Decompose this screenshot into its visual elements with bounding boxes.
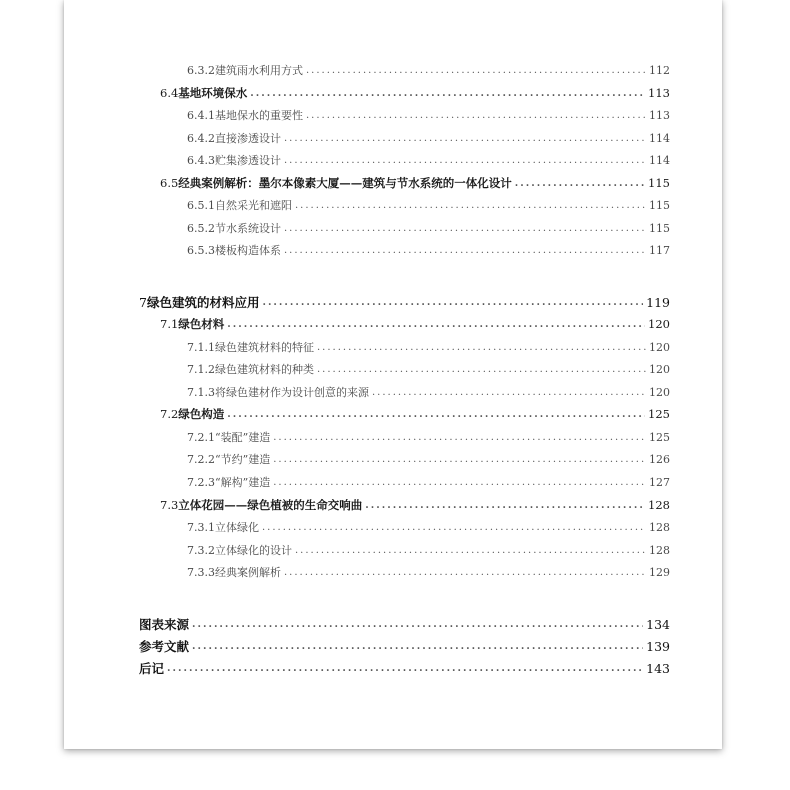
toc-dot-leader (515, 179, 645, 192)
toc-page-number: 125 (648, 407, 670, 421)
toc-dot-leader (306, 111, 646, 124)
toc-entry (160, 315, 670, 333)
toc-entry (160, 405, 670, 423)
toc-entry (187, 196, 670, 214)
toc-dot-leader (306, 66, 646, 79)
toc-dot-leader (250, 89, 645, 102)
toc-dot-leader (284, 246, 646, 259)
toc-entry (187, 563, 670, 581)
toc-title: 立体绿化 (215, 521, 259, 534)
toc-entry (187, 428, 670, 446)
toc-section-number: 7.1.1 (187, 340, 215, 354)
toc-title: 立体绿化的设计 (215, 544, 292, 557)
toc-title: “解构”建造 (215, 476, 271, 489)
toc-dot-leader (192, 642, 643, 655)
toc-title: 绿色建筑材料的种类 (215, 363, 314, 376)
toc-section-number: 6.4.1 (187, 108, 215, 122)
toc-page-number: 120 (648, 317, 670, 331)
toc-dot-leader (262, 523, 646, 536)
toc-dot-leader (273, 433, 646, 446)
toc-dot-leader (284, 568, 646, 581)
toc-section-number: 7.2.3 (187, 475, 215, 489)
toc-dot-leader (284, 224, 646, 237)
toc-section-number: 7 (139, 294, 147, 310)
toc-title: 绿色构造 (178, 407, 225, 421)
toc-page-number: 115 (649, 198, 670, 212)
toc-page-number: 114 (649, 153, 670, 167)
toc-dot-leader (317, 365, 646, 378)
toc-title: 后记 (139, 661, 165, 676)
toc-section-number: 6.5.2 (187, 221, 215, 235)
toc-section-number: 7.1 (160, 317, 179, 331)
toc-page-number: 115 (648, 176, 670, 190)
toc-section-number: 6.5.1 (187, 198, 215, 212)
toc-section-number: 6.4.3 (187, 153, 215, 167)
toc-section-number: 6.3.2 (187, 63, 215, 77)
toc-title: 立体花园——绿色植被的生命交响曲 (178, 498, 363, 512)
toc-title: 建筑雨水利用方式 (215, 64, 303, 77)
toc-entry (187, 450, 670, 468)
toc-dot-leader (295, 201, 646, 214)
toc-section-number: 7.3 (160, 498, 179, 512)
toc-page-number: 128 (649, 543, 670, 557)
toc-title: 基地保水的重要性 (215, 109, 303, 122)
toc-entry (187, 383, 670, 401)
toc-page-number: 113 (649, 108, 670, 122)
toc-title: 图表来源 (139, 617, 190, 632)
toc-page-number: 125 (649, 430, 670, 444)
toc-dot-leader (227, 320, 645, 333)
toc-page-number: 112 (649, 63, 670, 77)
toc-section-number: 7.3.1 (187, 520, 215, 534)
toc-title: 自然采光和遮阳 (215, 199, 292, 212)
toc-page-number: 139 (646, 638, 670, 654)
toc-entry (187, 360, 670, 378)
toc-dot-leader (295, 546, 646, 559)
toc-title: 绿色建筑材料的特征 (215, 341, 314, 354)
toc-entry (187, 518, 670, 536)
toc-dot-leader (273, 478, 646, 491)
toc-entry (187, 338, 670, 356)
toc-dot-leader (167, 664, 643, 677)
toc-page-number: 117 (649, 243, 670, 257)
toc-page-number: 113 (648, 86, 670, 100)
toc-dot-leader (192, 620, 643, 633)
toc-entry (139, 615, 670, 633)
toc-entry (187, 61, 670, 79)
toc-page-number: 128 (649, 520, 670, 534)
toc-dot-leader (227, 410, 645, 423)
toc-section-number: 6.5 (160, 176, 179, 190)
toc-page-number: 114 (649, 131, 670, 145)
toc-title: 贮集渗透设计 (215, 154, 281, 167)
toc-page-number: 119 (646, 294, 670, 310)
toc-entry (160, 174, 670, 192)
toc-section-number: 7.1.3 (187, 385, 215, 399)
toc-entry (187, 129, 670, 147)
toc-page-number: 127 (649, 475, 670, 489)
toc-entry (139, 659, 670, 677)
toc-entry (139, 637, 670, 655)
toc-entry (187, 241, 670, 259)
toc-page-number: 115 (649, 221, 670, 235)
toc-title: 将绿色建材作为设计创意的来源 (215, 386, 369, 399)
toc-section-number: 7.3.3 (187, 565, 215, 579)
toc-section-number: 6.5.3 (187, 243, 215, 257)
toc-title: 楼板构造体系 (215, 244, 281, 257)
toc-dot-leader (262, 298, 643, 311)
toc-page-number: 120 (649, 362, 670, 376)
toc-entry (160, 496, 670, 514)
toc-title: 基地环境保水 (178, 86, 248, 100)
toc-entry (187, 541, 670, 559)
toc-title: 绿色材料 (178, 317, 225, 331)
toc-page-number: 120 (649, 385, 670, 399)
toc-entry (187, 106, 670, 124)
toc-title: 节水系统设计 (215, 222, 281, 235)
toc-page-number: 143 (646, 660, 670, 676)
toc-entry (187, 473, 670, 491)
toc-section-number: 6.4.2 (187, 131, 215, 145)
toc-title: 直接渗透设计 (215, 132, 281, 145)
toc-title: 经典案例解析：墨尔本像素大厦——建筑与节水系统的一体化设计 (178, 176, 512, 190)
toc-title: 绿色建筑的材料应用 (146, 295, 260, 310)
toc-section-number: 7.2 (160, 407, 179, 421)
toc-title: 参考文献 (139, 639, 190, 654)
toc-page-number: 128 (648, 498, 670, 512)
toc-entry (187, 219, 670, 237)
toc-dot-leader (317, 343, 646, 356)
toc-title: 经典案例解析 (215, 566, 281, 579)
toc-section-number: 6.4 (160, 86, 179, 100)
toc-page-number: 129 (649, 565, 670, 579)
toc-section-number: 7.2.2 (187, 452, 215, 466)
toc-title: “节约”建造 (215, 453, 271, 466)
toc-dot-leader (284, 156, 646, 169)
toc-dot-leader (365, 501, 645, 514)
toc-page-number: 134 (646, 616, 670, 632)
toc-page-number: 120 (649, 340, 670, 354)
document-page (64, 0, 722, 749)
toc-dot-leader (372, 388, 646, 401)
toc-title: “装配”建造 (215, 431, 271, 444)
toc-entry (187, 151, 670, 169)
toc-page-number: 126 (649, 452, 670, 466)
toc-entry (160, 84, 670, 102)
toc-section-number: 7.2.1 (187, 430, 215, 444)
toc-section-number: 7.1.2 (187, 362, 215, 376)
toc-dot-leader (284, 134, 646, 147)
toc-entry (139, 293, 670, 311)
toc-dot-leader (273, 455, 646, 468)
toc-section-number: 7.3.2 (187, 543, 215, 557)
